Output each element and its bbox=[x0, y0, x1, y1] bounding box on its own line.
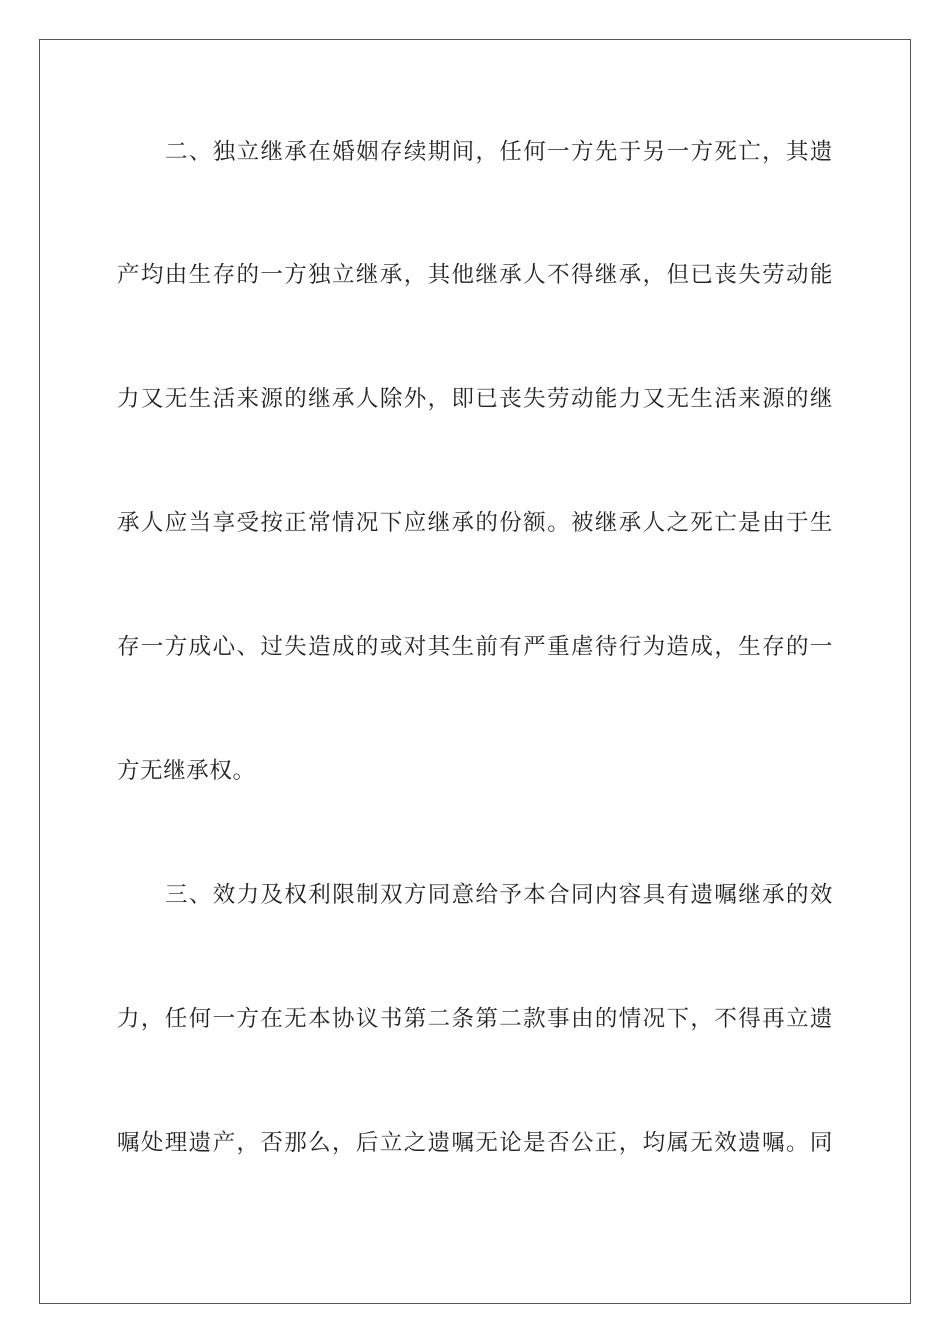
paragraph-3-line-1: 三、效力及权利限制双方同意给予本合同内容具有遗嘱继承的效 bbox=[165, 882, 833, 908]
paragraph-2-line-4: 承人应当享受按正常情况下应继承的份额。被继承人之死亡是由于生 bbox=[117, 510, 833, 536]
paragraph-2-line-2: 产均由生存的一方独立继承，其他继承人不得继承，但已丧失劳动能 bbox=[117, 262, 833, 288]
paragraph-2-line-6: 方无继承权。 bbox=[117, 758, 256, 784]
paragraph-2-line-5: 存一方成心、过失造成的或对其生前有严重虐待行为造成，生存的一 bbox=[117, 634, 833, 660]
paragraph-2-line-1: 二、独立继承在婚姻存续期间，任何一方先于另一方死亡，其遗 bbox=[165, 139, 833, 165]
paragraph-2-line-3: 力又无生活来源的继承人除外，即已丧失劳动能力又无生活来源的继 bbox=[117, 386, 833, 412]
page-border bbox=[39, 39, 911, 1304]
paragraph-3-line-3: 嘱处理遗产，否那么，后立之遗嘱无论是否公正，均属无效遗嘱。同 bbox=[117, 1130, 833, 1156]
paragraph-3-line-2: 力，任何一方在无本协议书第二条第二款事由的情况下，不得再立遗 bbox=[117, 1006, 833, 1032]
